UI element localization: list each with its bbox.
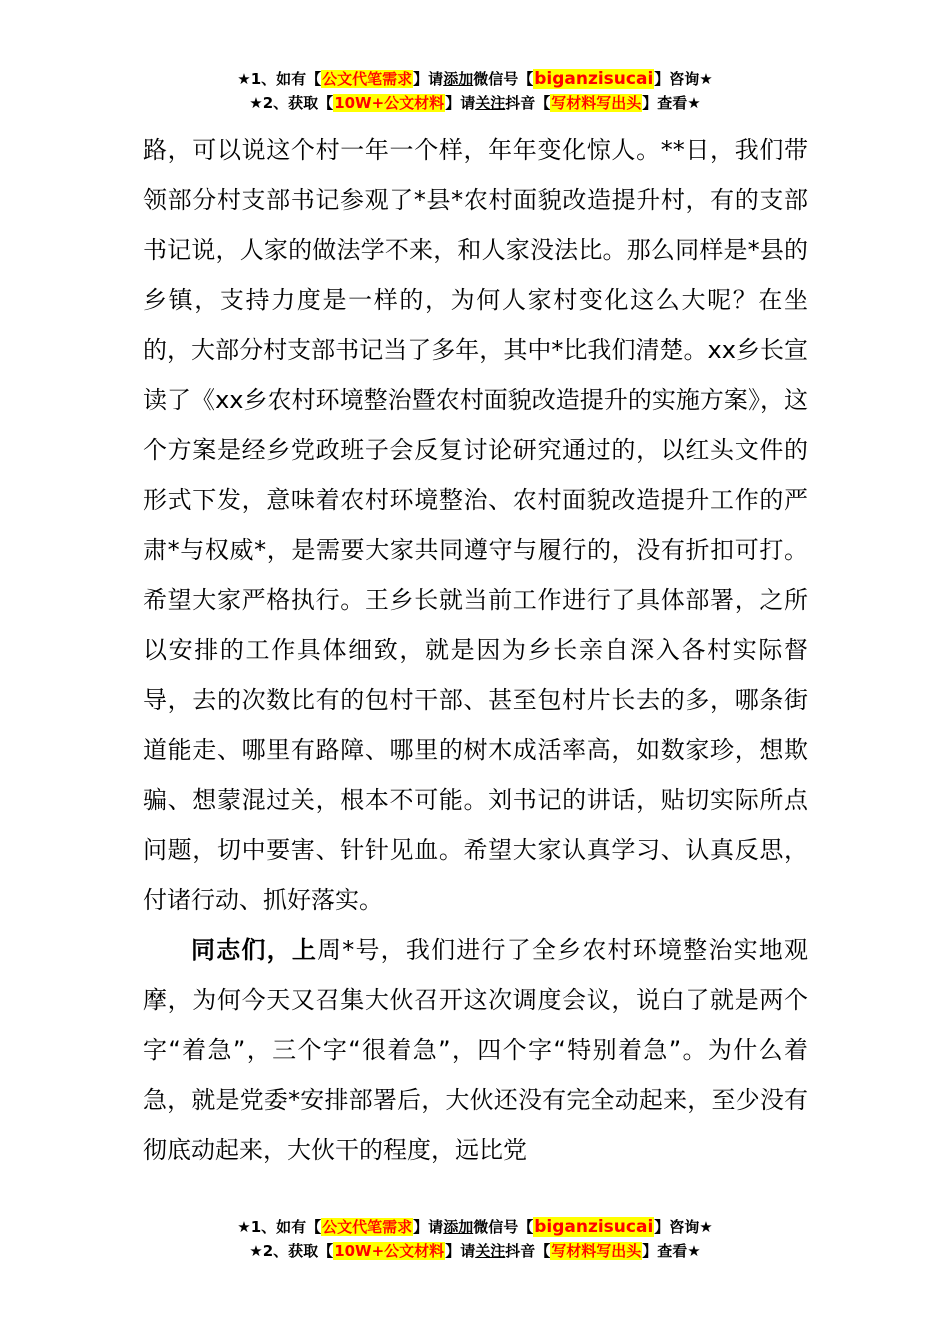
underlined-text: 添加 [443, 1218, 474, 1236]
banner-text: ★1、如有【 [237, 70, 322, 88]
banner-text: 】请 [413, 1218, 444, 1236]
highlight-service: 公文代笔需求 [322, 70, 413, 88]
paragraph-2 [143, 925, 808, 1175]
banner-line-2 [0, 91, 950, 115]
highlight-wechat-id: biganzisucai [534, 1217, 654, 1237]
highlight-materials: 10W+公文材料 [334, 1242, 445, 1260]
banner-line-1 [0, 67, 950, 91]
underlined-text: 关注 [475, 94, 506, 112]
header-banner [0, 67, 950, 115]
banner-text: 】请 [445, 94, 476, 112]
paragraph-1: 路，可以说这个村一年一个样，年年变化惊人。**日，我们带领部分村支部书记参观了*县*农村面貌改造提升村，有的支部书记说，人家的做法学不来，和人家没法比。那么同样是*县的乡镇，支持力度是一样的，为何人家村变化这么大呢？在坐的，大部分村支部书记当了多年，其中*比我们清楚。xx乡长宣读了《xx乡农村环境整治暨农村面貌改造提升的实施方案》，这个方案是经乡党政班子会反复讨论研究通过的，以红头文件的形式下发，意味着农村环境整治、农村面貌改造提升工作的严肃*与权威*，是需要大家共同遵守与履行的，没有折扣可打。希望大家严格执行。王乡长就当前工作进行了具体部署，之所以安排的工作具体细致，就是因为乡长亲自深入各村实际督导，去的次数比有的包村干部、甚至包村片长去的多，哪条街道能走、哪里有路障、哪里的树木成活率高，如数家珍，想欺骗、想蒙混过关，根本不可能。刘书记的讲话，贴切实际所点问题，切中要害、针针见血。希望大家认真学习、认真反思，付诸行动、抓好落实。 [143, 136, 808, 914]
banner-text: 抖音【 [505, 1242, 551, 1260]
highlight-douyin-id: 写材料写出头 [551, 1242, 642, 1260]
banner-text: ★2、获取【 [249, 1242, 334, 1260]
banner-text: 】咨询★ [654, 1218, 713, 1236]
document-body [143, 125, 808, 1175]
banner-text: 】查看★ [642, 94, 701, 112]
paragraph-2-text: 周*号，我们进行了全乡农村环境整治实地观摩，为何今天又召集大伙召开这次调度会议，说白了就是两个字“着急”，三个字“很着急”，四个字“特别着急”。为什么着急，就是党委*安排部署后，大伙还没有完全动起来，至少没有彻底动起来，大伙干的程度，远比党 [143, 936, 809, 1164]
banner-text: 】查看★ [642, 1242, 701, 1260]
banner-text: ★2、获取【 [249, 94, 334, 112]
banner-text: 抖音【 [505, 94, 551, 112]
banner-text: 微信号【 [473, 1218, 534, 1236]
banner-text: 】请 [413, 70, 444, 88]
highlight-douyin-id: 写材料写出头 [551, 94, 642, 112]
footer-banner [0, 1215, 950, 1263]
underlined-text: 关注 [475, 1242, 506, 1260]
banner-text: ★1、如有【 [237, 1218, 322, 1236]
highlight-service: 公文代笔需求 [322, 1218, 413, 1236]
banner-text: 】请 [445, 1242, 476, 1260]
banner-line-2 [0, 1239, 950, 1263]
banner-text: 】咨询★ [654, 70, 713, 88]
highlight-materials: 10W+公文材料 [334, 94, 445, 112]
banner-line-1 [0, 1215, 950, 1239]
paragraph-2-lead: 同志们，上 [191, 936, 318, 964]
highlight-wechat-id: biganzisucai [534, 69, 654, 89]
underlined-text: 添加 [443, 70, 474, 88]
banner-text: 微信号【 [473, 70, 534, 88]
